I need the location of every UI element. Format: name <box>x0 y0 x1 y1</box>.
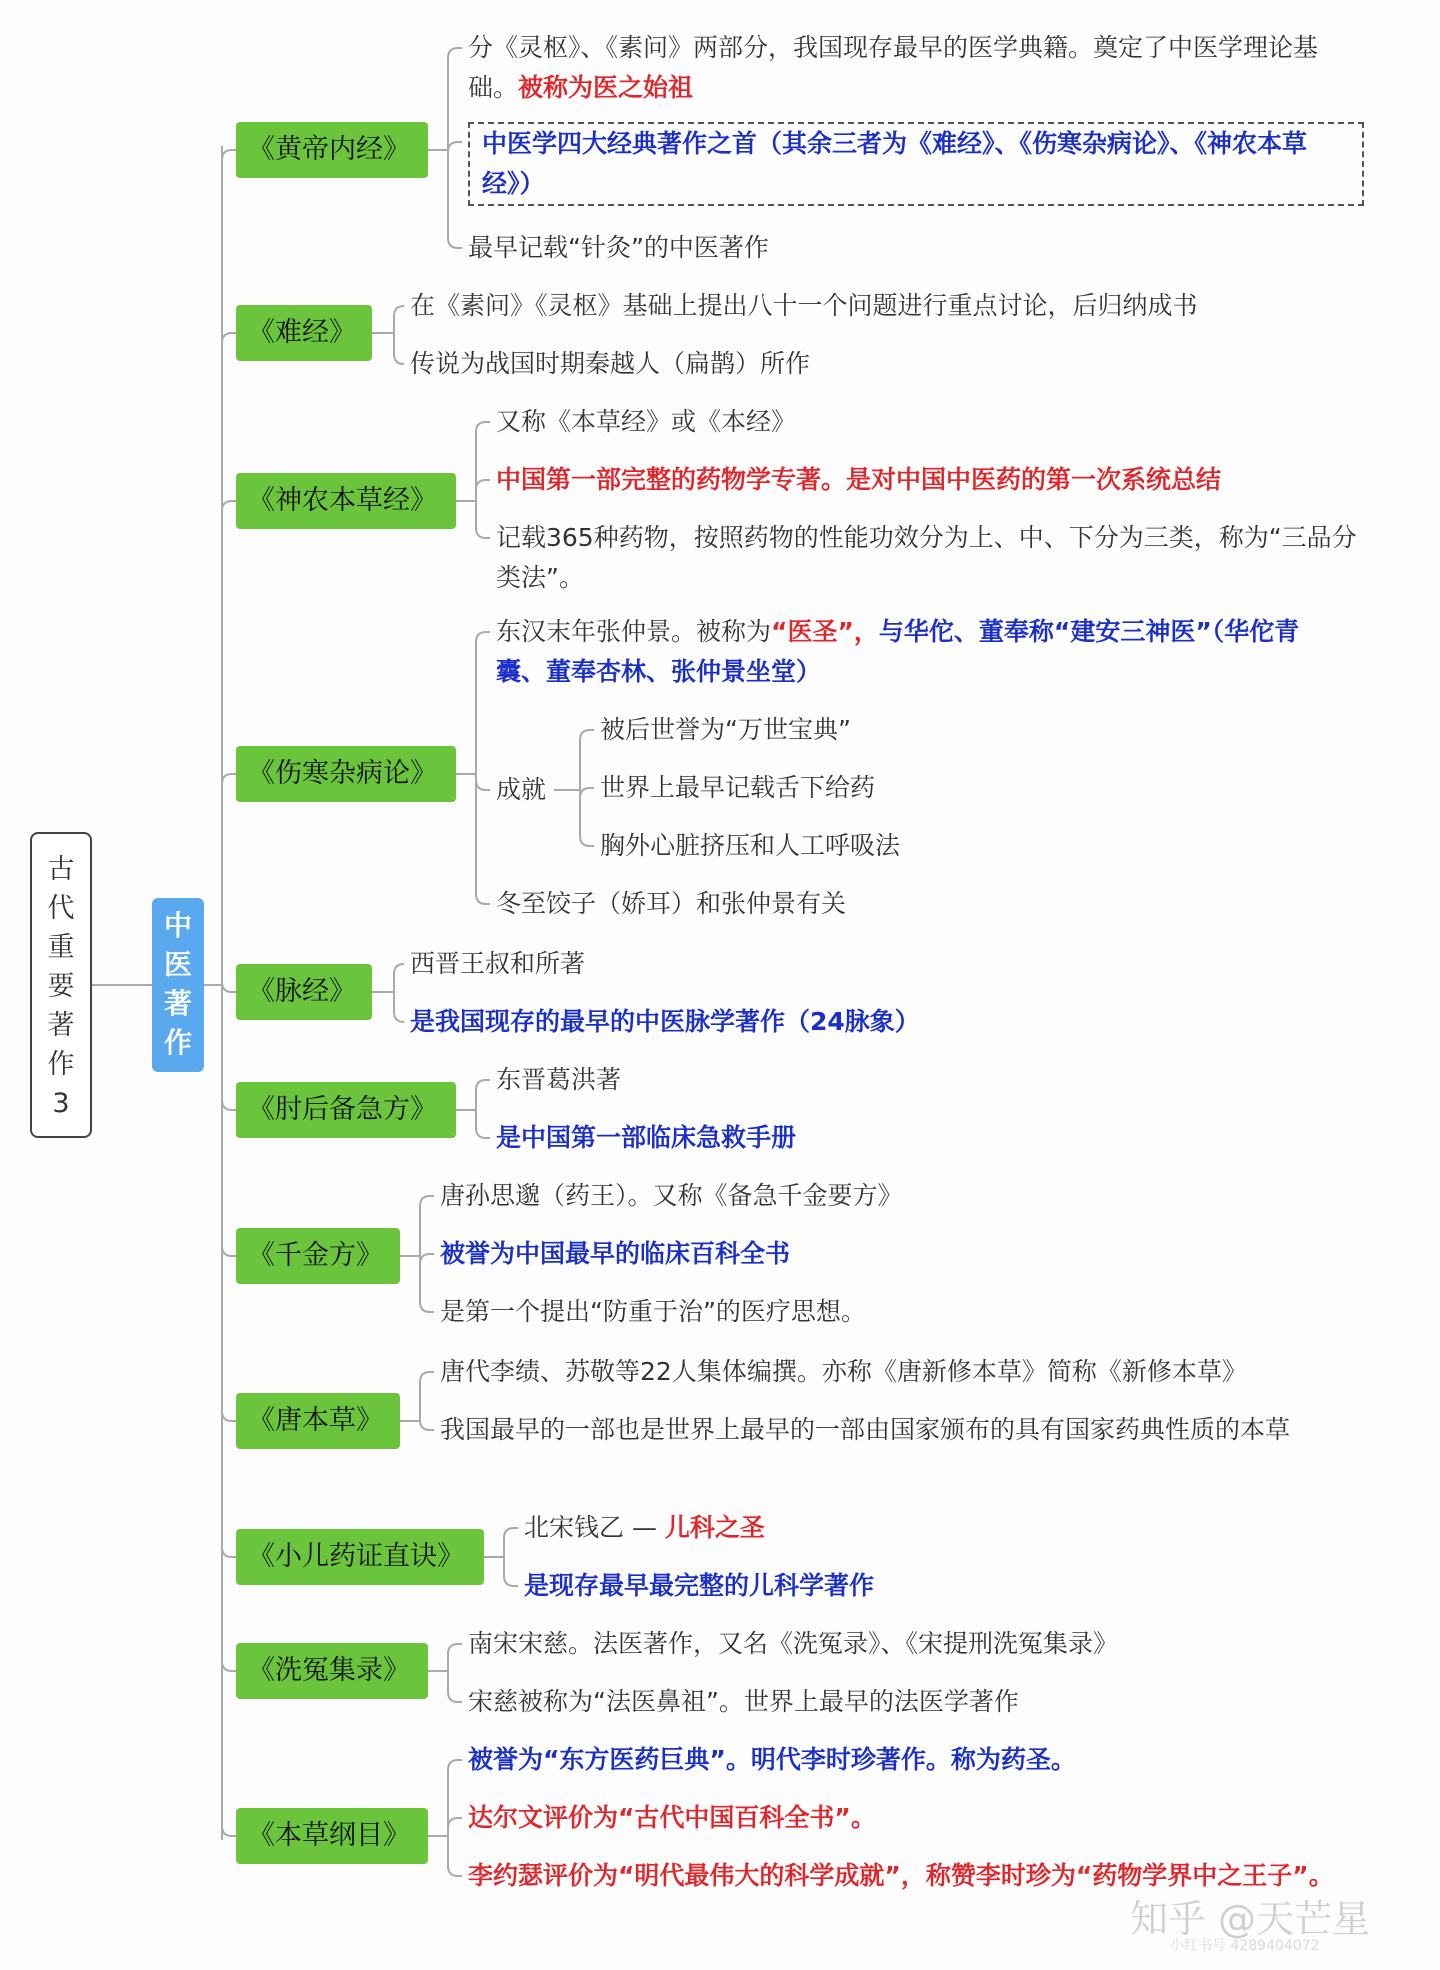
branch-to-leaf-line <box>448 48 462 58</box>
leaf-note <box>496 1060 1346 1100</box>
leaf-text-part: 是中国第一部临床急救手册 <box>496 1123 797 1152</box>
trunk-to-book-line <box>222 501 236 511</box>
trunk-to-book-line <box>222 1661 236 1671</box>
category-title-char: 著 <box>163 987 192 1020</box>
trunk-to-book-line <box>222 1100 236 1110</box>
category-title-char: 作 <box>163 1026 192 1059</box>
book-node: 《小儿药证直诀》 <box>236 1529 484 1585</box>
leaf-note <box>468 1624 1388 1664</box>
leaf-note <box>496 460 1366 500</box>
leaf-text-part: 被称为医之始祖 <box>518 73 694 102</box>
branch-to-leaf-line <box>448 1644 462 1654</box>
leaf-note <box>496 518 1366 598</box>
book-node: 《伤寒杂病论》 <box>236 746 456 802</box>
branch-to-leaf-line <box>420 1302 434 1312</box>
book-node: 《肘后备急方》 <box>236 1082 456 1138</box>
branch-to-leaf-line <box>476 1080 490 1090</box>
branch-to-leaf-line <box>420 1420 434 1430</box>
root-title-char: 代 <box>47 893 75 924</box>
leaf-text-part: 最早记载“针灸”的中医著作 <box>468 233 769 262</box>
leaf-text-part: 是现存最早最完整的儿科学著作 <box>524 1571 875 1600</box>
branch-to-leaf-line <box>476 780 490 790</box>
leaf-note <box>468 228 1328 268</box>
root-node <box>30 832 92 1138</box>
trunk-to-book-line <box>222 1547 236 1557</box>
leaf-text-part: 记载365种药物，按照药物的性能功效分为上、中、下分为三类，称为“三品分类法”。 <box>496 523 1357 592</box>
category-title-char: 中 <box>163 909 192 942</box>
branch-to-leaf-line <box>504 1528 518 1538</box>
branch-to-leaf-line <box>476 632 490 642</box>
trunk-to-book-line <box>222 774 236 784</box>
leaf-note <box>440 1352 1350 1392</box>
branch-to-leaf-line <box>504 1576 518 1586</box>
book-node: 《神农本草经》 <box>236 473 456 529</box>
leaf-text-part: 中国第一部完整的药物学专著。是对中国中医药的第一次系统总结 <box>496 465 1222 494</box>
book-node: 《难经》 <box>236 305 372 361</box>
leaf-note <box>410 286 1330 326</box>
leaf-note <box>440 1234 1340 1274</box>
sub-leaf-note <box>600 768 1200 808</box>
branch-to-leaf-line <box>420 1254 434 1264</box>
leaf-note <box>440 1410 1350 1450</box>
root-title-char: 古 <box>47 854 75 885</box>
leaf-note <box>496 1118 1346 1158</box>
branch-to-leaf-line <box>448 1692 462 1702</box>
sub-leaf-note <box>600 826 1200 866</box>
leaf-text-part: 东汉末年张仲景。被称为 <box>496 617 772 646</box>
root-title-char: 3 <box>52 1088 70 1119</box>
leaf-text-part: 在《素问》《灵枢》基础上提出八十一个问题进行重点讨论，后归纳成书 <box>410 291 1198 320</box>
book-node: 《洗冤集录》 <box>236 1643 428 1699</box>
branch-to-leaf-line <box>448 1760 462 1770</box>
branch-to-leaf-line <box>476 528 490 538</box>
branch-to-leaf-line <box>476 894 490 904</box>
leaf-text-part: 与华佗、董奉称“建安三神医”（华佗青囊、董奉杏林、张仲景坐堂） <box>496 617 1300 686</box>
sub-leaf-line <box>580 836 594 846</box>
root-title-char: 著 <box>47 1010 75 1041</box>
leaf-text-part: 北宋钱乙 — <box>524 1513 665 1542</box>
leaf-text-part: 达尔文评价为“古代中国百科全书”。 <box>468 1803 876 1832</box>
category-node <box>152 898 204 1072</box>
category-title-char: 医 <box>163 948 192 981</box>
sub-leaf-note <box>600 710 1200 750</box>
leaf-boxed-note <box>468 122 1364 206</box>
leaf-note <box>524 1508 1344 1548</box>
root-title-char: 重 <box>47 932 75 963</box>
trunk-to-book-line <box>222 1246 236 1256</box>
leaf-text-part: 东晋葛洪著 <box>496 1065 622 1094</box>
leaf-text-part: 又称《本草经》或《本经》 <box>496 407 797 436</box>
leaf-note <box>410 344 1330 384</box>
leaf-text-part: “医圣”， <box>771 617 879 646</box>
branch-to-leaf-line <box>394 306 404 316</box>
trunk-to-book-line <box>222 982 236 992</box>
leaf-note <box>440 1176 1340 1216</box>
leaf-note <box>410 1002 1330 1042</box>
branch-to-leaf-line <box>394 964 404 974</box>
leaf-text-part: 儿科之圣 <box>664 1513 765 1542</box>
leaf-text-part: 冬至饺子（娇耳）和张仲景有关 <box>496 889 847 918</box>
trunk-to-book-line <box>222 1411 236 1421</box>
leaf-text-part: 李约瑟评价为“明代最伟大的科学成就”，称赞李时珍为“药物学界中之王子”。 <box>468 1861 1334 1890</box>
leaf-text-part: 被誉为中国最早的临床百科全书 <box>440 1239 791 1268</box>
branch-to-leaf-line <box>420 1372 434 1382</box>
book-node: 《千金方》 <box>236 1228 400 1284</box>
branch-to-leaf-line <box>448 142 462 152</box>
sub-leaf-line <box>580 788 594 798</box>
branch-to-leaf-line <box>476 480 490 490</box>
leaf-note <box>524 1566 1344 1606</box>
leaf-note <box>410 944 1330 984</box>
book-node: 《黄帝内经》 <box>236 122 428 178</box>
root-title-char: 作 <box>47 1049 75 1080</box>
branch-to-leaf-line <box>448 1818 462 1828</box>
leaf-text-part: 是第一个提出“防重于治”的医疗思想。 <box>440 1297 866 1326</box>
leaf-text-part: 传说为战国时期秦越人（扁鹊）所作 <box>410 349 811 378</box>
leaf-text-part: 西晋王叔和所著 <box>410 949 586 978</box>
leaf-text-part: 中医学四大经典著作之首（其余三者为《难经》、《伤寒杂病论》、《神农本草经》） <box>482 129 1308 198</box>
trunk-to-book-line <box>222 333 236 343</box>
branch-to-leaf-line <box>420 1196 434 1206</box>
book-node: 《脉经》 <box>236 964 372 1020</box>
leaf-text-part: 分《灵枢》、《素问》两部分，我国现存最早的医学典籍。奠定了中医学理论基础。 <box>468 33 1319 102</box>
leaf-text-part: 被后世誉为“万世宝典” <box>600 715 851 744</box>
watermark: 知乎 @天芒星 <box>1130 1897 1371 1941</box>
book-node: 《唐本草》 <box>236 1393 400 1449</box>
watermark-sub: 小红书号 4289404072 <box>1170 1938 1320 1954</box>
trunk-to-book-line <box>222 1826 236 1836</box>
branch-to-leaf-line <box>476 422 490 432</box>
branch-to-leaf-line <box>448 1866 462 1876</box>
leaf-note <box>496 770 556 810</box>
leaf-text-part: 唐代李绩、苏敬等22人集体编撰。亦称《唐新修本草》简称《新修本草》 <box>440 1357 1247 1386</box>
leaf-text-part: 宋慈被称为“法医鼻祖”。世界上最早的法医学著作 <box>468 1687 1019 1716</box>
leaf-text-part: 我国最早的一部也是世界上最早的一部由国家颁布的具有国家药典性质的本草 <box>440 1415 1291 1444</box>
leaf-note <box>496 612 1346 692</box>
leaf-text-part: 南宋宋慈。法医著作，又名《洗冤录》、《宋提刑洗冤集录》 <box>468 1629 1119 1658</box>
leaf-text-part: 唐孙思邈（药王）。又称《备急千金要方》 <box>440 1181 903 1210</box>
leaf-note <box>496 884 1346 924</box>
branch-to-leaf-line <box>448 238 462 248</box>
leaf-text-part: 被誉为“东方医药巨典”。明代李时珍著作。称为药圣。 <box>468 1745 1076 1774</box>
trunk-to-book-line <box>222 150 236 160</box>
leaf-note <box>496 402 1366 442</box>
leaf-note <box>468 1682 1388 1722</box>
leaf-note <box>440 1292 1340 1332</box>
leaf-note <box>468 28 1328 108</box>
leaf-note <box>468 1798 1378 1838</box>
branch-to-leaf-line <box>394 1012 404 1022</box>
leaf-text-part: 是我国现存的最早的中医脉学著作（24脉象） <box>410 1007 920 1036</box>
sub-leaf-line <box>580 730 594 740</box>
leaf-text-part: 成就 <box>496 775 547 804</box>
leaf-note <box>468 1740 1378 1780</box>
root-title-char: 要 <box>47 971 75 1002</box>
branch-to-leaf-line <box>476 1128 490 1138</box>
leaf-text-part: 胸外心脏挤压和人工呼吸法 <box>600 831 901 860</box>
book-node: 《本草纲目》 <box>236 1808 428 1864</box>
branch-to-leaf-line <box>394 354 404 364</box>
leaf-text-part: 世界上最早记载舌下给药 <box>600 773 876 802</box>
